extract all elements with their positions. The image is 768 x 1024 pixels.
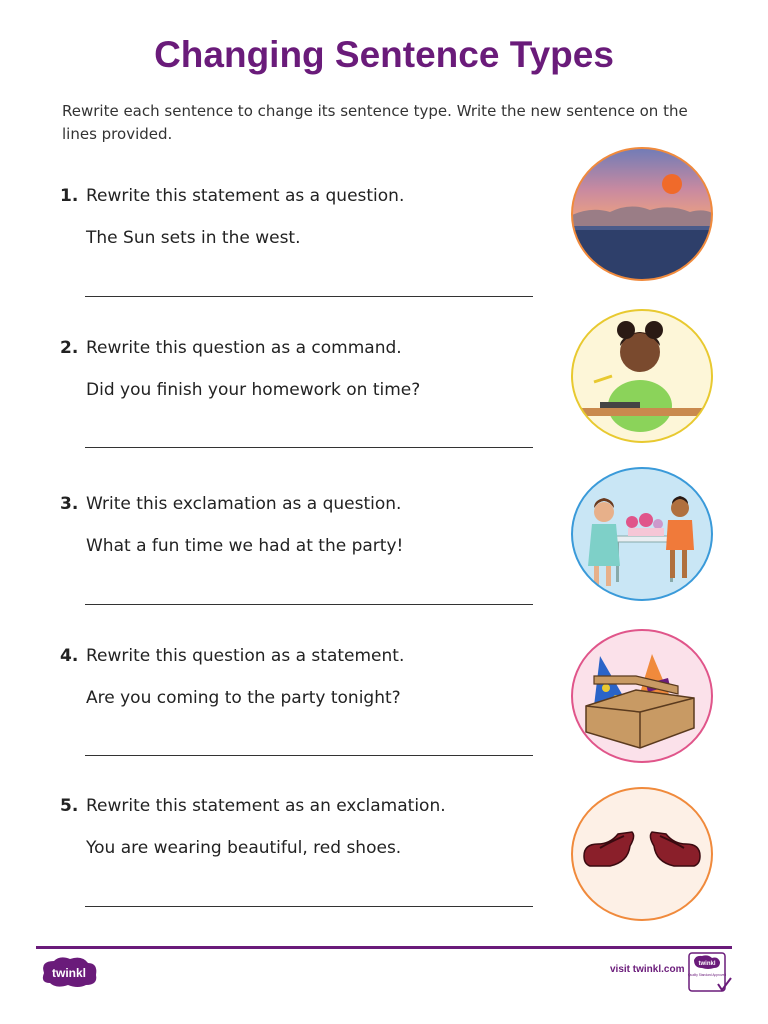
question-instruction: Rewrite this statement as an exclamation. <box>86 796 446 816</box>
question-instruction: Rewrite this question as a statement. <box>86 646 405 666</box>
question-sentence: Are you coming to the party tonight? <box>86 688 401 708</box>
answer-line-1[interactable] <box>85 296 533 297</box>
question-number: 3. <box>60 494 79 514</box>
answer-line-2[interactable] <box>85 447 533 448</box>
party-children-icon <box>570 466 714 602</box>
question-number: 1. <box>60 186 79 206</box>
twinkl-logo <box>38 955 100 989</box>
question-sentence: Did you finish your homework on time? <box>86 380 421 400</box>
question-instruction: Rewrite this question as a command. <box>86 338 402 358</box>
question-2 <box>60 338 560 400</box>
badge-text: twinkl <box>698 961 716 967</box>
answer-line-3[interactable] <box>85 604 533 605</box>
instructions-text: Rewrite each sentence to change its sentence type. Write the new sentence on the lines provided. <box>62 102 688 143</box>
question-number: 2. <box>60 338 79 358</box>
question-4 <box>60 646 560 708</box>
girl-homework-icon <box>570 308 714 444</box>
answer-line-5[interactable] <box>85 906 533 907</box>
page-title: Changing Sentence Types <box>154 34 614 75</box>
question-instruction: Write this exclamation as a question. <box>86 494 402 514</box>
question-sentence: The Sun sets in the west. <box>86 228 301 248</box>
footer-divider <box>36 946 732 949</box>
question-sentence: What a fun time we had at the party! <box>86 536 404 556</box>
question-1 <box>60 186 560 248</box>
question-3 <box>60 494 560 556</box>
question-instruction: Rewrite this statement as a question. <box>86 186 405 206</box>
party-hats-box-icon <box>570 628 714 764</box>
logo-text: twinkl <box>51 966 87 980</box>
question-number: 5. <box>60 796 79 816</box>
sunset-icon <box>570 146 714 282</box>
badge-caption: Quality Standard Approved <box>688 973 727 977</box>
question-number: 4. <box>60 646 79 666</box>
red-shoes-icon <box>570 786 714 922</box>
quality-badge <box>688 952 732 994</box>
visit-twinkl-link[interactable]: visit twinkl.com <box>610 964 685 975</box>
question-sentence: You are wearing beautiful, red shoes. <box>86 838 402 858</box>
question-5 <box>60 796 560 858</box>
answer-line-4[interactable] <box>85 755 533 756</box>
